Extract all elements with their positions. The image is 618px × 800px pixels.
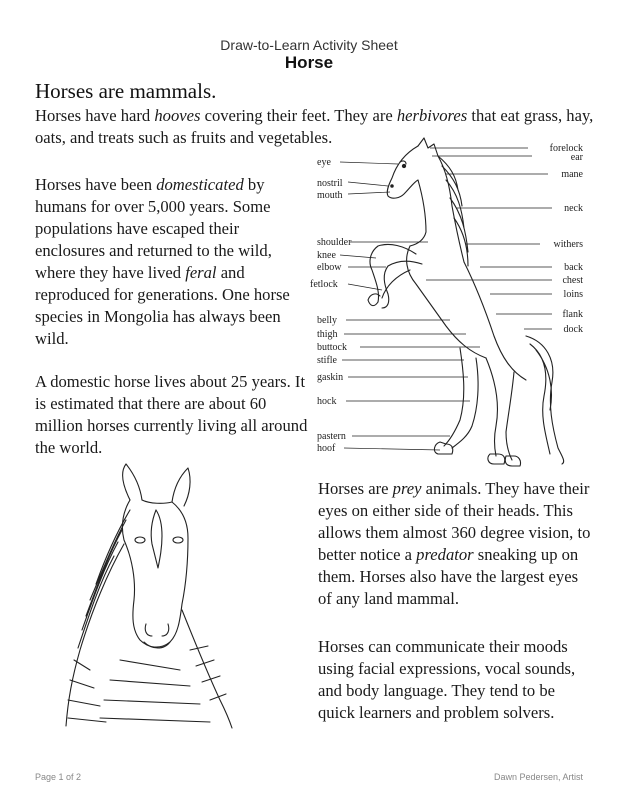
communication-paragraph: Horses can communicate their moods using facial expressions, vocal sounds, and body language. They tend to be quick learners and problem solvers. [318, 637, 576, 722]
label-elbow: elbow [317, 262, 342, 273]
label-neck: neck [564, 203, 583, 214]
label-buttock: buttock [317, 342, 347, 353]
rearing-horse-illustration [368, 138, 564, 466]
label-stifle: stifle [317, 355, 337, 366]
label-forelock: forelock [549, 143, 583, 154]
label-mouth: mouth [317, 190, 343, 201]
label-withers: withers [553, 239, 583, 250]
label-back: back [564, 262, 583, 273]
lifespan-paragraph: A domestic horse lives about 25 years. It is estimated that there are about 60 million horses currently living all around the world. [35, 372, 308, 457]
label-hock: hock [317, 396, 337, 407]
label-pastern: pastern [317, 431, 346, 442]
label-belly: belly [317, 315, 337, 326]
section-heading: Horses are mammals. [35, 79, 217, 103]
horse-head-sketch [60, 460, 240, 730]
label-fetlock: fetlock [310, 279, 338, 290]
label-eye: eye [317, 157, 331, 168]
label-hoof: hoof [317, 443, 336, 454]
page-number: Page 1 of 2 [35, 772, 82, 782]
label-loins: loins [563, 289, 583, 300]
label-shoulder: shoulder [317, 237, 352, 248]
intro-paragraph: Horses have hard hooves covering their feet. They are herbivores that eat grass, hay, oats, and treats such as fruits and vegetables. [35, 106, 594, 147]
horse-anatomy-diagram [300, 136, 600, 476]
label-thigh: thigh [317, 329, 338, 340]
domestication-paragraph: Horses have been domesticated by humans for over 5,000 years. Some populations have escaped their enclosures and returned to the wild, where they have lived feral and reproduced for generations. One horse species in Mongolia has always been wild. [35, 175, 290, 348]
label-flank: flank [562, 309, 583, 320]
label-mane: mane [561, 169, 583, 180]
label-knee: knee [317, 250, 336, 261]
label-dock: dock [563, 324, 583, 335]
artist-credit: Dawn Pedersen, Artist [493, 772, 583, 782]
activity-sheet-subtitle: Draw-to-Learn Activity Sheet [220, 37, 398, 53]
label-gaskin: gaskin [317, 372, 344, 383]
label-nostril: nostril [317, 178, 343, 189]
label-ear: ear [570, 152, 583, 163]
page-title: Horse [284, 53, 334, 72]
label-leader-lines [340, 148, 552, 450]
prey-paragraph: Horses are prey animals. They have their eyes on either side of their heads. This allows them almost 360 degree vision, to better notice a predator sneaking up on them. Horses also have the largest eyes of any land mammal. [318, 479, 591, 608]
label-chest: chest [562, 275, 583, 286]
